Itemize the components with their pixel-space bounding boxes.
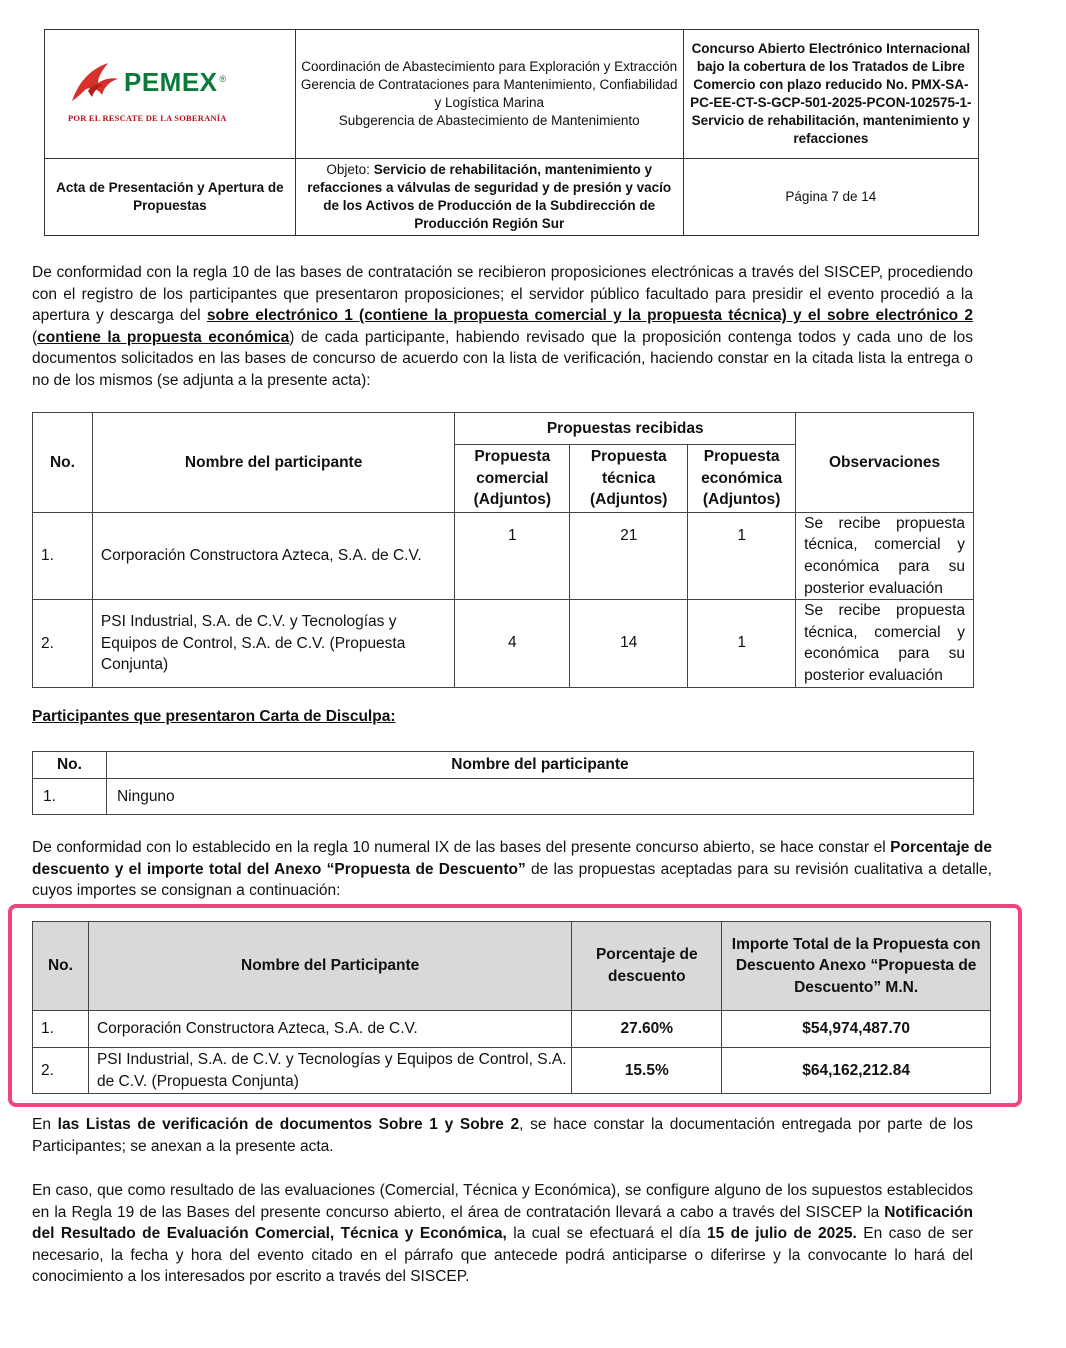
cell-name: Corporación Constructora Azteca, S.A. de C.V. bbox=[92, 512, 454, 599]
cell-no: 1. bbox=[33, 779, 107, 815]
cell-total-amount: $64,162,212.84 bbox=[722, 1048, 991, 1094]
org-line-3: Subgerencia de Abastecimiento de Mantenimiento bbox=[338, 113, 640, 128]
logo-registered-mark: ® bbox=[219, 74, 227, 84]
col-header-name: Nombre del participante bbox=[92, 413, 454, 513]
cell-discount-pct: 15.5% bbox=[572, 1048, 722, 1094]
col-header-commercial: Propuesta comercial (Adjuntos) bbox=[455, 445, 570, 513]
pemex-logo bbox=[50, 61, 290, 127]
para1-economic-proposal: contiene la propuesta económica bbox=[37, 328, 290, 346]
cell-economic: 1 bbox=[688, 512, 796, 599]
logo-tagline: POR EL RESCATE DE LA SOBERANÍA bbox=[68, 113, 227, 123]
pemex-eagle-icon bbox=[68, 61, 120, 103]
cell-no: 2. bbox=[33, 600, 93, 687]
contest-cell: Concurso Abierto Electrónico Internacional bajo la cobertura de los Tratados de Libre Comercio con plazo reducido No. PMX-SA-PC-EE-CT-S-GCP-501-2025-PCON-102575-1-Servicio de rehabilitación, mantenimiento y refacciones bbox=[683, 30, 978, 159]
cell-total-amount: $54,974,487.70 bbox=[722, 1011, 991, 1048]
para1-text-a: De conformidad con la regla 10 de las bases de contratación se recibieron proposiciones electrónicas a través del SISCEP, procediendo con el registro de los participantes que presentaron proposiciones; el servidor público facultado para presidir el evento procedió a la apertura y descarga del bbox=[32, 264, 973, 325]
col-header-observations: Observaciones bbox=[796, 413, 974, 513]
para1-envelope-1-2: sobre electrónico 1 (contiene la propuesta comercial y la propuesta técnica) y el sobre electrónico 2 bbox=[206, 307, 973, 325]
page-number-cell: Página 7 de 14 bbox=[683, 159, 978, 236]
col-header-technical: Propuesta técnica (Adjuntos) bbox=[570, 445, 688, 513]
cell-commercial: 1 bbox=[455, 512, 570, 599]
para3-bold: las Listas de verificación de documentos Sobre 1 y Sobre 2 bbox=[57, 1116, 520, 1133]
col-header-no: No. bbox=[33, 922, 89, 1011]
col-header-name: Nombre del participante bbox=[106, 752, 973, 779]
cell-no: 1. bbox=[33, 1011, 89, 1048]
organization-cell bbox=[295, 30, 683, 159]
para4-text-e: En caso de ser necesario, la fecha y hora del evento citado en el párrafo que antecede podrá anticiparse o diferirse y la convocante lo hará del conocimiento a los interesados por escrito a través del SISCEP. bbox=[32, 1225, 973, 1286]
proposals-received-table bbox=[32, 412, 974, 688]
paragraph-reception bbox=[32, 262, 973, 392]
object-text: Servicio de rehabilitación, mantenimiento y refacciones a válvulas de seguridad y de presión y vacío de los Activos de Producción de la Subdirección de Producción Región Sur bbox=[307, 162, 672, 231]
apology-letter-heading: Participantes que presentaron Carta de Disculpa: bbox=[32, 708, 396, 725]
para2-text-a: De conformidad con lo establecido en la regla 10 numeral IX de las bases del presente concurso abierto, se hace constar el bbox=[32, 839, 891, 856]
table-row bbox=[33, 512, 974, 599]
paragraph-checklists bbox=[32, 1114, 973, 1157]
col-header-economic: Propuesta económica (Adjuntos) bbox=[688, 445, 796, 513]
cell-observations: Se recibe propuesta técnica, comercial y económica para su posterior evaluación bbox=[796, 600, 974, 687]
cell-technical: 21 bbox=[570, 512, 688, 599]
para1-text-c: ( bbox=[32, 328, 38, 346]
col-header-total-amount: Importe Total de la Propuesta con Descuento Anexo “Propuesta de Descuento” M.N. bbox=[722, 922, 991, 1011]
cell-name: PSI Industrial, S.A. de C.V. y Tecnologías y Equipos de Control, S.A. de C.V. (Propuesta Conjunta) bbox=[88, 1048, 571, 1094]
cell-name: Ninguno bbox=[106, 779, 973, 815]
logo-cell bbox=[45, 30, 296, 159]
col-header-no: No. bbox=[33, 752, 107, 779]
para4-date: 15 de julio de 2025. bbox=[707, 1225, 857, 1243]
para1-text-e: ) de cada participante, habiendo revisado que la proposición contenga todos y cada uno de los documentos solicitados en las bases de concurso de acuerdo con la lista de verificación, haciendo constar en la citada lista la entrega o no de los mismos (se adjunta a la presente acta): bbox=[32, 328, 973, 389]
para3-text-c: , se hace constar la documentación entregada por parte de los Participantes; se anexan a la presente acta. bbox=[32, 1116, 973, 1155]
para4-text-a: En caso, que como resultado de las evaluaciones (Comercial, Técnica y Económica), se configure alguno de los supuestos establecidos en la Regla 19 de las Bases del presente concurso abierto, el área de contratación llevará a cabo a través del SISCEP la bbox=[32, 1182, 973, 1221]
document-header bbox=[44, 29, 979, 236]
cell-name: Corporación Constructora Azteca, S.A. de C.V. bbox=[88, 1011, 571, 1048]
table-row bbox=[33, 600, 974, 687]
col-header-name: Nombre del Participante bbox=[88, 922, 571, 1011]
para4-text-c: la cual se efectuará el día bbox=[506, 1225, 707, 1243]
logo-wordmark: PEMEX bbox=[124, 67, 218, 97]
col-header-no: No. bbox=[33, 413, 93, 513]
paragraph-discount bbox=[32, 837, 992, 902]
cell-economic: 1 bbox=[688, 600, 796, 687]
object-label: Objeto: bbox=[326, 162, 374, 177]
para4-bold-notification: Notificación del Resultado de Evaluación Comercial, Técnica y Económica, bbox=[32, 1203, 973, 1243]
cell-no: 2. bbox=[33, 1048, 89, 1094]
paragraph-notification bbox=[32, 1180, 973, 1288]
cell-name: PSI Industrial, S.A. de C.V. y Tecnologías y Equipos de Control, S.A. de C.V. (Propuesta Conjunta) bbox=[92, 600, 454, 687]
para3-text-a: En bbox=[32, 1116, 58, 1133]
highlight-box bbox=[8, 904, 1022, 1107]
cell-commercial: 4 bbox=[455, 600, 570, 687]
cell-observations: Se recibe propuesta técnica, comercial y económica para su posterior evaluación bbox=[796, 512, 974, 599]
apology-letter-table bbox=[32, 751, 974, 815]
cell-technical: 14 bbox=[570, 600, 688, 687]
org-line-2: Gerencia de Contrataciones para Mantenimiento, Confiabilidad y Logística Marina bbox=[300, 77, 678, 110]
cell-no: 1. bbox=[33, 512, 93, 599]
para2-bold: Porcentaje de descuento y el importe total del Anexo “Propuesta de Descuento” bbox=[32, 839, 992, 878]
object-cell bbox=[295, 159, 683, 236]
table-row bbox=[33, 779, 974, 815]
cell-discount-pct: 27.60% bbox=[572, 1011, 722, 1048]
doc-title-cell: Acta de Presentación y Apertura de Propuestas bbox=[45, 159, 296, 236]
org-line-1: Coordinación de Abastecimiento para Exploración y Extracción bbox=[301, 59, 678, 74]
para2-text-c: de las propuestas aceptadas para su revisión cualitativa a detalle, cuyos importes se consignan a continuación: bbox=[32, 860, 992, 900]
col-header-discount-pct: Porcentaje de descuento bbox=[572, 922, 722, 1011]
col-header-group: Propuestas recibidas bbox=[455, 413, 796, 445]
